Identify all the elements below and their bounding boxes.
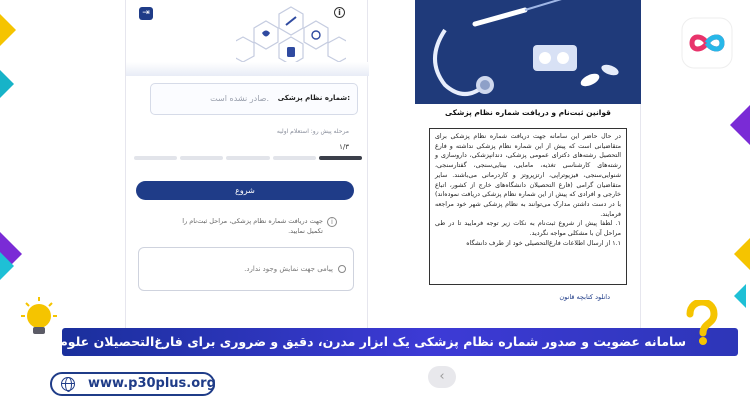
- rules-item-1: ۱. لطفا پیش از شروع ثبت‌نام به نکات زیر توجه فرمایید تا در طی مراحل آن با مشکلی مواجه نگردید.: [435, 220, 621, 238]
- medical-hexagon-illustration: [236, 5, 346, 69]
- decor-triangle-purple-right: [730, 105, 750, 145]
- medical-number-value: صادر نشده است.: [210, 94, 269, 103]
- progress-segment: [226, 156, 269, 160]
- website-link[interactable]: [50, 372, 215, 396]
- rules-text-box[interactable]: [429, 128, 627, 285]
- header-gradient: [126, 62, 369, 76]
- document-title: قوانین ثبت‌نام و دریافت شماره نظام پزشکی: [445, 108, 611, 117]
- start-button[interactable]: شروع: [136, 181, 354, 200]
- banner-text: سامانه عضویت و صدور شماره نظام پزشکی یک ابزار مدرن، دقیق و ضروری برای فارغ‌التحصیلان علوم پزشکی: [9, 334, 686, 349]
- progress-segment: [319, 156, 362, 160]
- decor-triangle-cyan-right: [734, 284, 746, 308]
- progress-bar: [134, 156, 362, 160]
- medical-number-card: [150, 83, 358, 115]
- progress-segment: [273, 156, 316, 160]
- next-step-label: مرحله پیش رو: استعلام اولیه: [276, 128, 349, 135]
- progress-segment: [134, 156, 177, 160]
- decor-triangle-yellow: [0, 14, 16, 46]
- lightbulb-icon: [16, 296, 62, 342]
- step-counter: ۱/۳: [339, 143, 349, 151]
- stethoscope-hero-image: [415, 0, 641, 104]
- promo-banner: [9, 328, 738, 356]
- infinity-logo-icon: [678, 14, 736, 72]
- globe-icon: [61, 377, 75, 391]
- no-messages-text: پیامی جهت نمایش وجود ندارد.: [244, 265, 333, 273]
- message-icon: [338, 265, 346, 273]
- progress-segment: [180, 156, 223, 160]
- chevron-left-icon[interactable]: ‹: [428, 366, 456, 388]
- decor-triangle-yellow-right: [734, 238, 750, 270]
- rules-item-1-1: ۱.۱ از ارسال اطلاعات فارغ‌التحصیلی خود از طرف دانشگاه: [466, 239, 621, 247]
- download-rulebook-link[interactable]: دانلود کتابچه قانون: [559, 293, 610, 301]
- website-url: www.p30plus.org: [88, 376, 216, 391]
- registration-hint: جهت دریافت شماره نظام پزشکی، مراحل ثبت‌نام را تکمیل نمایید.: [182, 217, 323, 235]
- decor-triangle-cyan-left: [0, 252, 14, 280]
- registration-screen: [125, 0, 368, 335]
- decor-triangle-teal: [0, 70, 14, 98]
- medical-number-label: شماره نظام پزشکی:: [277, 94, 350, 102]
- logout-icon[interactable]: ⇥: [139, 7, 153, 20]
- info-icon[interactable]: i: [334, 7, 345, 18]
- messages-panel: [138, 247, 354, 291]
- rules-document: [415, 0, 641, 335]
- info-icon: i: [327, 217, 337, 227]
- rules-body: در حال حاضر این سامانه جهت دریافت شماره نظام پزشکی برای متقاضیانی است که پیش از این شماره نظام پزشکی نداشته و فارغ التحصیل رشته‌های دکترای عمومی پزشکی، دندانپزشکی، داروسازی و رشته‌های کارشناسی تغذیه، مامایی، بینایی‌سنجی، گفتارسنجی، شنوایی‌سنجی، فیزیوتراپی، ارتزپروتز و کاردرمانی می‌باشند. سایر متقاضیان گرامی (فارغ التحصیلان دانشگاه‌های خارج از کشور، اتباع خارجی و افرادی که پیش از این شماره نظام پزشکی دریافت نموده‌اند) با در دست داشتن مدارک می‌توانند به نظام پزشکی شهر خود مراجعه فرمایند.: [435, 133, 621, 218]
- question-mark-icon: [682, 300, 720, 346]
